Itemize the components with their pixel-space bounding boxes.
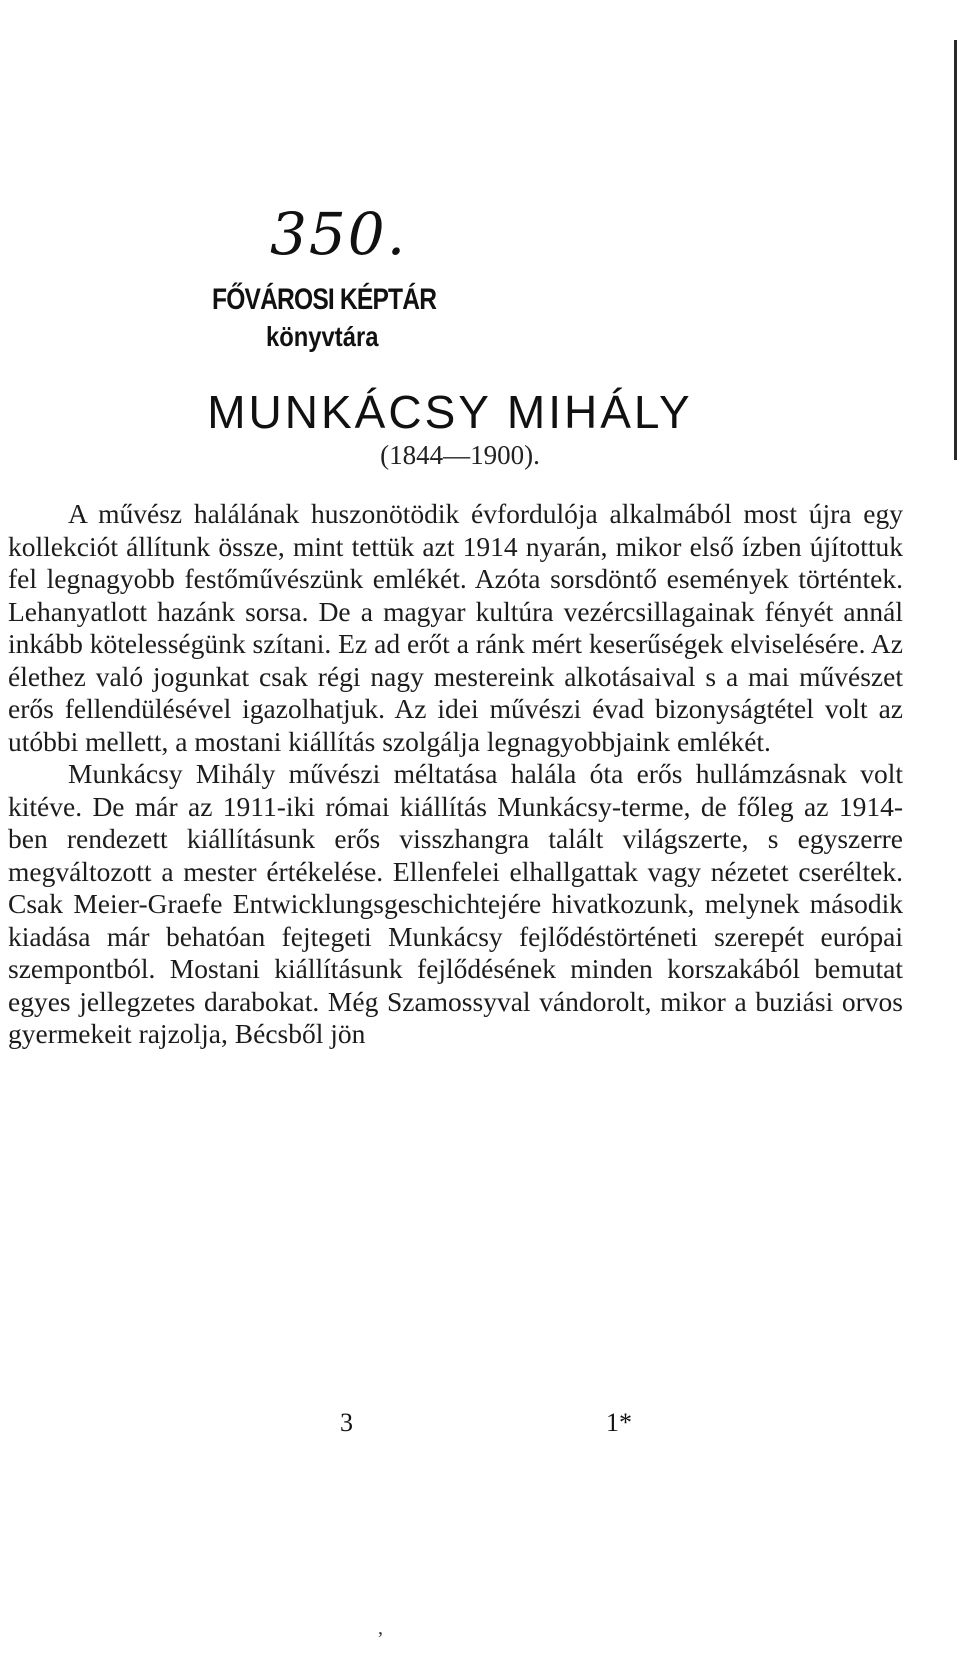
stray-mark: , bbox=[378, 1617, 383, 1639]
handwritten-number: 350. bbox=[270, 200, 408, 268]
article-title: MUNKÁCSY MIHÁLY bbox=[207, 386, 693, 438]
paragraph: A művész halálának huszonötödik évfordulója alkalmából most újra egy kollekciót állítunk össze, mint tettük azt 1914 nyarán, mikor első ízben újítottuk fel legnagyobb festőművészünk emlékét. Azóta sorsdöntő események történtek. Lehanyatlott hazánk sorsa. De a magyar kultúra vezércsillagainak fényét annál inkább kötelességünk szítani. Ez ad erőt a ránk mért keserűségek elviselésére. Az élethez való jogunkat csak régi nagy mestereink alkotásaival s a mai művészet erős fellendülésével igazolhatjuk. Az idei művészi évad bizonyságtétel volt az utóbbi mellett, a mostani kiállítás szolgálja legnagyobbjaink emlékét. bbox=[8, 498, 903, 757]
signature-mark: 1* bbox=[606, 1408, 632, 1437]
library-stamp bbox=[212, 283, 485, 353]
article-body bbox=[8, 498, 903, 1051]
stamp-line-2: könyvtára bbox=[266, 321, 379, 352]
page-number: 3 bbox=[340, 1408, 353, 1437]
paragraph: Munkácsy Mihály művészi méltatása halála óta erős hullámzásnak volt kitéve. De már az 1911-iki római kiállítás Munkácsy-terme, de főleg az 1914-ben rendezett kiállításunk erős visszhangra talált világszerte, s egyszerre megváltozott a mester értékelése. Ellenfelei elhallgattak vagy nézetet cseréltek. Csak Meier-Graefe Entwicklungsgeschichtejére hivatkozunk, melynek második kiadása már behatóan fejtegeti Munkácsy fejlődéstörténeti szerepét európai szempontból. Mostani kiállításunk fejlődésének minden korszakából bemutat egyes jellegzetes darabokat. Még Szamossyval vándorolt, mikor a buziási orvos gyermekeit rajzolja, Bécsből jön bbox=[8, 758, 903, 1049]
stamp-line-1: FŐVÁROSI KÉPTÁR bbox=[212, 283, 437, 316]
article-dates: (1844—1900). bbox=[380, 440, 540, 470]
scan-edge-line bbox=[954, 40, 957, 460]
